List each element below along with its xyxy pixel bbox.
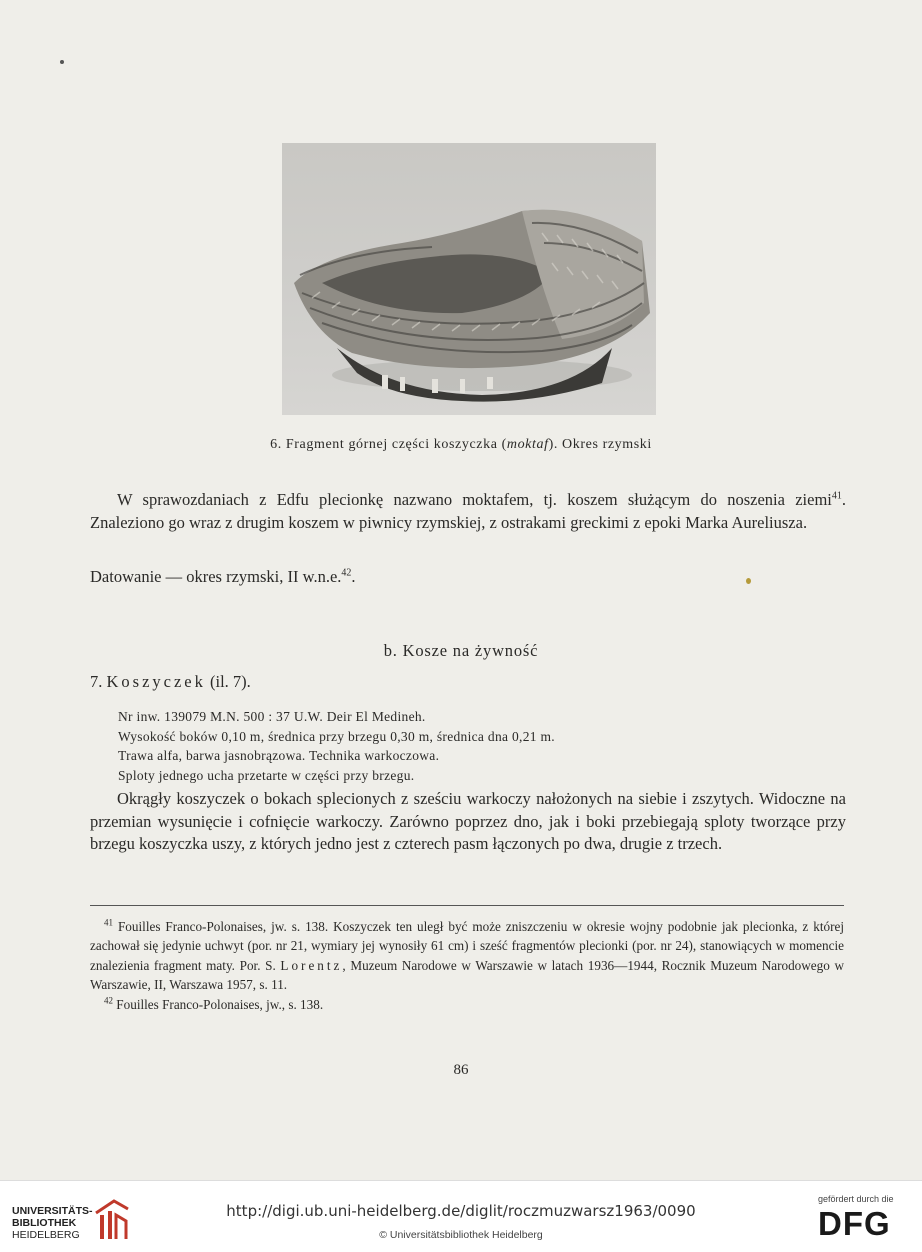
footnote-42: $^{42}$ Fouilles Franco-Polonaises, jw., s. 138. — [104, 995, 324, 1012]
detail-line: Nr inw. 139079 M.N. 500 : 37 U.W. Deir El Medineh. — [118, 709, 426, 724]
footnote-divider — [90, 905, 844, 906]
item-title — [90, 672, 251, 692]
section-heading: b. Kosze na żywność — [383, 641, 539, 660]
speck — [60, 60, 64, 64]
figure-caption — [0, 437, 922, 453]
dfg-logo: DFG — [818, 1205, 891, 1242]
item-description: Okrągły koszyczek o bokach splecionych z sześciu warkoczy nałożonych na siebie i zszytych. Widoczne na przemian wysunięcie i cofnięcie warkoczy. Zarówno poprzez dno, jak i boki przebiegają sploty tworzące przy brzegu koszyczka uszy, z których jedno jest z czterech pasm łączonych po dwa, drugie z trzech. — [90, 789, 846, 853]
library-name: UNIVERSITÄTS- BIBLIOTHEK HEIDELBERG — [12, 1205, 93, 1241]
speck — [746, 578, 751, 584]
item-number: 7. — [90, 672, 103, 691]
detail-line: Trawa alfa, barwa jasnobrązowa. Technika warkoczowa. — [118, 748, 440, 763]
detail-line: Wysokość boków 0,10 m, średnica przy brzegu 0,30 m, średnica dna 0,21 m. — [118, 728, 555, 744]
item-ref: (il. 7). — [210, 672, 251, 691]
footnotes — [90, 917, 844, 1014]
detail-line: Sploty jednego ucha przetarte w części przy brzegu. — [118, 767, 415, 783]
caption-term: moktaf — [506, 437, 549, 452]
paragraph-moktaf: W sprawozdaniach z Edfu plecionkę nazwano moktafem, tj. koszem służącym do noszenia ziemi$^{41}$. Znaleziono go wraz z drugim koszem w piwnicy rzymskiej, z ostrakami greckimi z epoki Marka Aureliusza. — [90, 490, 846, 532]
footnote-41: $^{41}$ Fouilles Franco-Polonaises, jw. s. 138. Koszyczek ten uległ być może zniszczeniu w okresie wojny podobnie jak plecionka, z której zachował się jedynie uchwyt (por. nr 21, wymiary jej wynosiły 61 cm) i sześć fragmentów plecionki (por. nr 24), stanowiących w momencie znalezienia fragment maty. Por. S. Lorentz, Muzeum Narodowe w Warszawie w latach 1936—1944, Rocznik Muzeum Narodowego w Warszawie, II, Warszawa 1957, s. 11. — [90, 917, 845, 993]
page-number: 86 — [453, 1062, 469, 1078]
permalink-url[interactable]: http://digi.ub.uni-heidelberg.de/diglit/roczmuzwarsz1963/0090 — [226, 1202, 696, 1220]
dating-line: Datowanie — okres rzymski, II w.n.e.$^{42}$. — [90, 567, 356, 586]
item-name: Koszyczek — [106, 672, 206, 691]
basket-photo — [282, 143, 656, 415]
footnote-ref-42: 42 — [341, 567, 352, 579]
caption-suffix: ). Okres rzymski — [548, 437, 652, 452]
caption-prefix: 6. Fragment górnej części koszyczka ( — [270, 437, 507, 452]
footnote-ref-41: 41 — [831, 490, 842, 502]
basket-illustration — [282, 143, 656, 415]
copyright-notice: © Universitätsbibliothek Heidelberg — [379, 1229, 543, 1241]
funder-label: gefördert durch die — [818, 1194, 894, 1204]
item-details — [118, 707, 555, 785]
